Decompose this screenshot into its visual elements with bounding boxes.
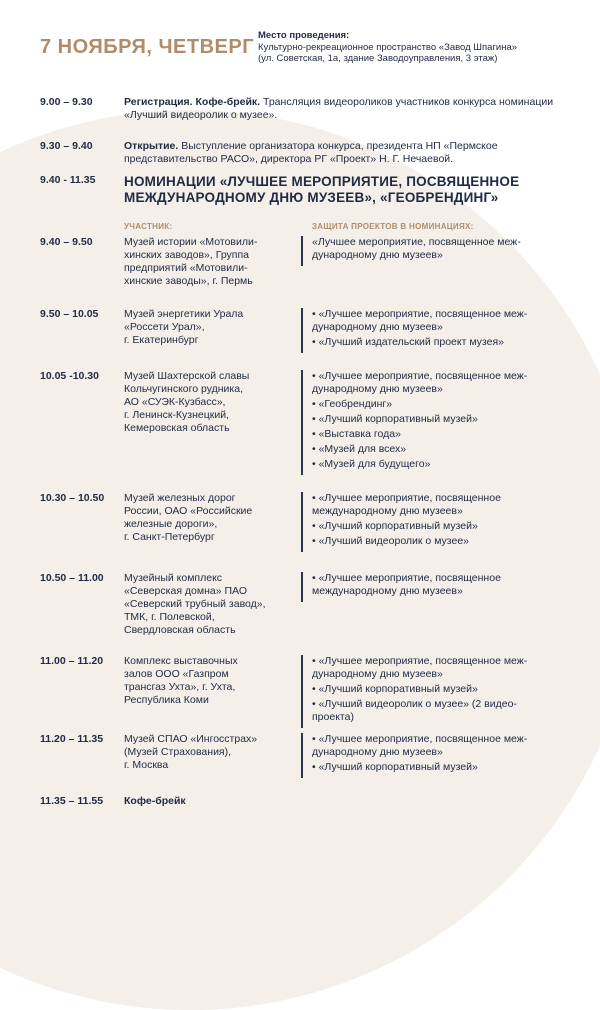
museum-line: г. Москва [124,759,169,771]
entry-divider [301,572,303,602]
nomination-line: • «Музей для всех» [312,443,407,455]
nomination-line: • «Лучший корпоративный музей» [312,683,478,695]
nomination-item [312,655,582,681]
nomination-line: • «Геобрендинг» [312,398,393,410]
nomination-line: дународному дню музеев» [312,383,443,395]
nomination-line: • «Лучший корпоративный музей» [312,413,478,425]
column-header-participant: УЧАСТНИК: [124,222,173,231]
entry-time: 9.50 – 10.05 [40,308,99,320]
nomination-line: • «Музей для будущего» [312,458,431,470]
coffee-break-label: Кофе-брейк [124,795,186,807]
entry-divider [301,733,303,778]
entry-museum [124,308,292,347]
nomination-line: • «Лучший корпоративный музей» [312,520,478,532]
entry-nominations [312,572,582,600]
nomination-item [312,308,582,334]
museum-line: Кольчугинского рудника, [124,383,243,395]
entry-divider [301,492,303,552]
nomination-line: • «Лучший видеоролик о музее» [312,535,469,547]
museum-line: г. Ленинск-Кузнецкий, [124,409,229,421]
museum-line: Музей истории «Мотовили- [124,236,258,248]
museum-line: хинских заводов», Группа [124,249,250,261]
museum-line: Музейный комплекс [124,572,223,584]
nomination-item [312,443,582,456]
nomination-item [312,535,582,548]
nomination-item [312,761,582,774]
entry-nominations [312,308,582,351]
museum-line: залов ООО «Газпром [124,668,229,680]
museum-line: железные дороги», [124,518,218,530]
entry-time: 11.20 – 11.35 [40,733,104,745]
museum-line: Кемеровская область [124,422,230,434]
museum-line: России, ОАО «Российские [124,505,253,517]
entry-nominations [312,733,582,776]
museum-line: «Россети Урал», [124,321,205,333]
museum-line: «Северский трубный завод», [124,598,266,610]
nomination-item [312,683,582,696]
nomination-item [312,236,582,262]
venue-name: Культурно-рекреационное пространство «Завод Шпагина» [258,41,518,53]
nomination-line: дународному дню музеев» [312,249,443,261]
venue-address: (ул. Советская, 1а, здание Заводоуправления, 3 этаж) [258,53,498,64]
program-desc [124,140,564,166]
entry-nominations [312,370,582,473]
museum-line: Свердловская область [124,624,236,636]
nomination-line: дународному дню музеев» [312,668,443,680]
nomination-item [312,398,582,411]
entry-nominations [312,236,582,264]
entry-museum [124,492,292,544]
program-desc-text: Выступление организатора конкурса, президента НП «Пермское представительство РАСО», директора РГ «Проект» Н. Г. Нечаевой. [124,140,498,165]
nomination-line: • «Лучший корпоративный музей» [312,761,478,773]
museum-line: трансгаз Ухта», г. Ухта, [124,681,236,693]
museum-line: Республика Коми [124,694,209,706]
nomination-item [312,458,582,471]
nomination-line: «Лучшее мероприятие, посвященное меж- [312,236,521,248]
nomination-line: • «Лучшее мероприятие, посвященное меж- [312,308,528,320]
nomination-line: международному дню музеев» [312,505,463,517]
nomination-line: • «Лучшее мероприятие, посвященное меж- [312,370,528,382]
entry-museum [124,733,292,772]
entry-divider [301,655,303,728]
venue-block [258,30,588,65]
entry-nominations [312,492,582,550]
nomination-line: • «Лучший видеоролик о музее» (2 видео- [312,698,517,710]
nomination-item [312,428,582,441]
nomination-item [312,520,582,533]
nomination-line: • «Лучший издательский проект музея» [312,336,504,348]
nominations-time: 9.40 - 11.35 [40,174,96,186]
entry-time: 10.05 -10.30 [40,370,99,382]
entry-divider [301,236,303,266]
museum-line: Музей Шахтерской славы [124,370,250,382]
nomination-item [312,572,582,598]
museum-line: предприятий «Мотовили- [124,262,248,274]
entry-museum [124,370,292,435]
entry-time: 10.30 – 10.50 [40,492,105,504]
entry-museum [124,655,292,707]
entry-museum [124,572,292,637]
entry-divider [301,308,303,353]
nomination-line: международному дню музеев» [312,585,463,597]
museum-line: Комплекс выставочных [124,655,238,667]
nomination-item [312,492,582,518]
column-header-projects: ЗАЩИТА ПРОЕКТОВ В НОМИНАЦИЯХ: [312,222,474,231]
museum-line: «Северская домна» ПАО [124,585,247,597]
nomination-line: • «Лучшее мероприятие, посвященное [312,492,501,504]
program-desc-bold: Регистрация. Кофе-брейк. [124,96,261,108]
program-desc-bold: Открытие. [124,140,179,152]
nomination-line: дународному дню музеев» [312,321,443,333]
nomination-line: • «Выставка года» [312,428,401,440]
program-time: 9.30 – 9.40 [40,140,93,152]
entry-divider [301,370,303,475]
coffee-break-time: 11.35 – 11.55 [40,795,104,807]
nomination-line: • «Лучшее мероприятие, посвященное меж- [312,655,528,667]
entry-museum [124,236,292,288]
museum-line: Музей энергетики Урала [124,308,244,320]
nomination-item [312,698,582,724]
museum-line: Музей железных дорог [124,492,236,504]
museum-line: Музей СПАО «Ингосстрах» [124,733,258,745]
nomination-line: • «Лучшее мероприятие, посвященное [312,572,501,584]
museum-line: АО «СУЭК-Кузбасс», [124,396,226,408]
nomination-line: дународному дню музеев» [312,746,443,758]
museum-line: г. Екатеринбург [124,334,199,346]
museum-line: хинские заводы», г. Пермь [124,275,253,287]
nomination-line: проекта) [312,711,354,723]
nomination-item [312,733,582,759]
entry-time: 11.00 – 11.20 [40,655,104,667]
venue-label: Место проведения: [258,30,350,41]
nominations-title: НОМИНАЦИИ «ЛУЧШЕЕ МЕРОПРИЯТИЕ, ПОСВЯЩЕННОЕ МЕЖДУНАРОДНОМУ ДНЮ МУЗЕЕВ», «ГЕОБРЕНДИНГ» [124,174,520,205]
entry-nominations [312,655,582,726]
entry-time: 10.50 – 11.00 [40,572,104,584]
program-desc-text: Трансляция видеороликов участников конкурса номинации «Лучший видеоролик о музее». [124,96,554,121]
nomination-line: • «Лучшее мероприятие, посвященное меж- [312,733,528,745]
date-title: 7 НОЯБРЯ, ЧЕТВЕРГ [40,36,255,58]
museum-line: (Музей Страхования), [124,746,232,758]
museum-line: г. Санкт-Петербург [124,531,215,543]
nomination-item [312,413,582,426]
program-desc [124,96,564,122]
entry-time: 9.40 – 9.50 [40,236,93,248]
nomination-item [312,336,582,349]
program-time: 9.00 – 9.30 [40,96,93,108]
nomination-item [312,370,582,396]
museum-line: ТМК, г. Полевской, [124,611,215,623]
